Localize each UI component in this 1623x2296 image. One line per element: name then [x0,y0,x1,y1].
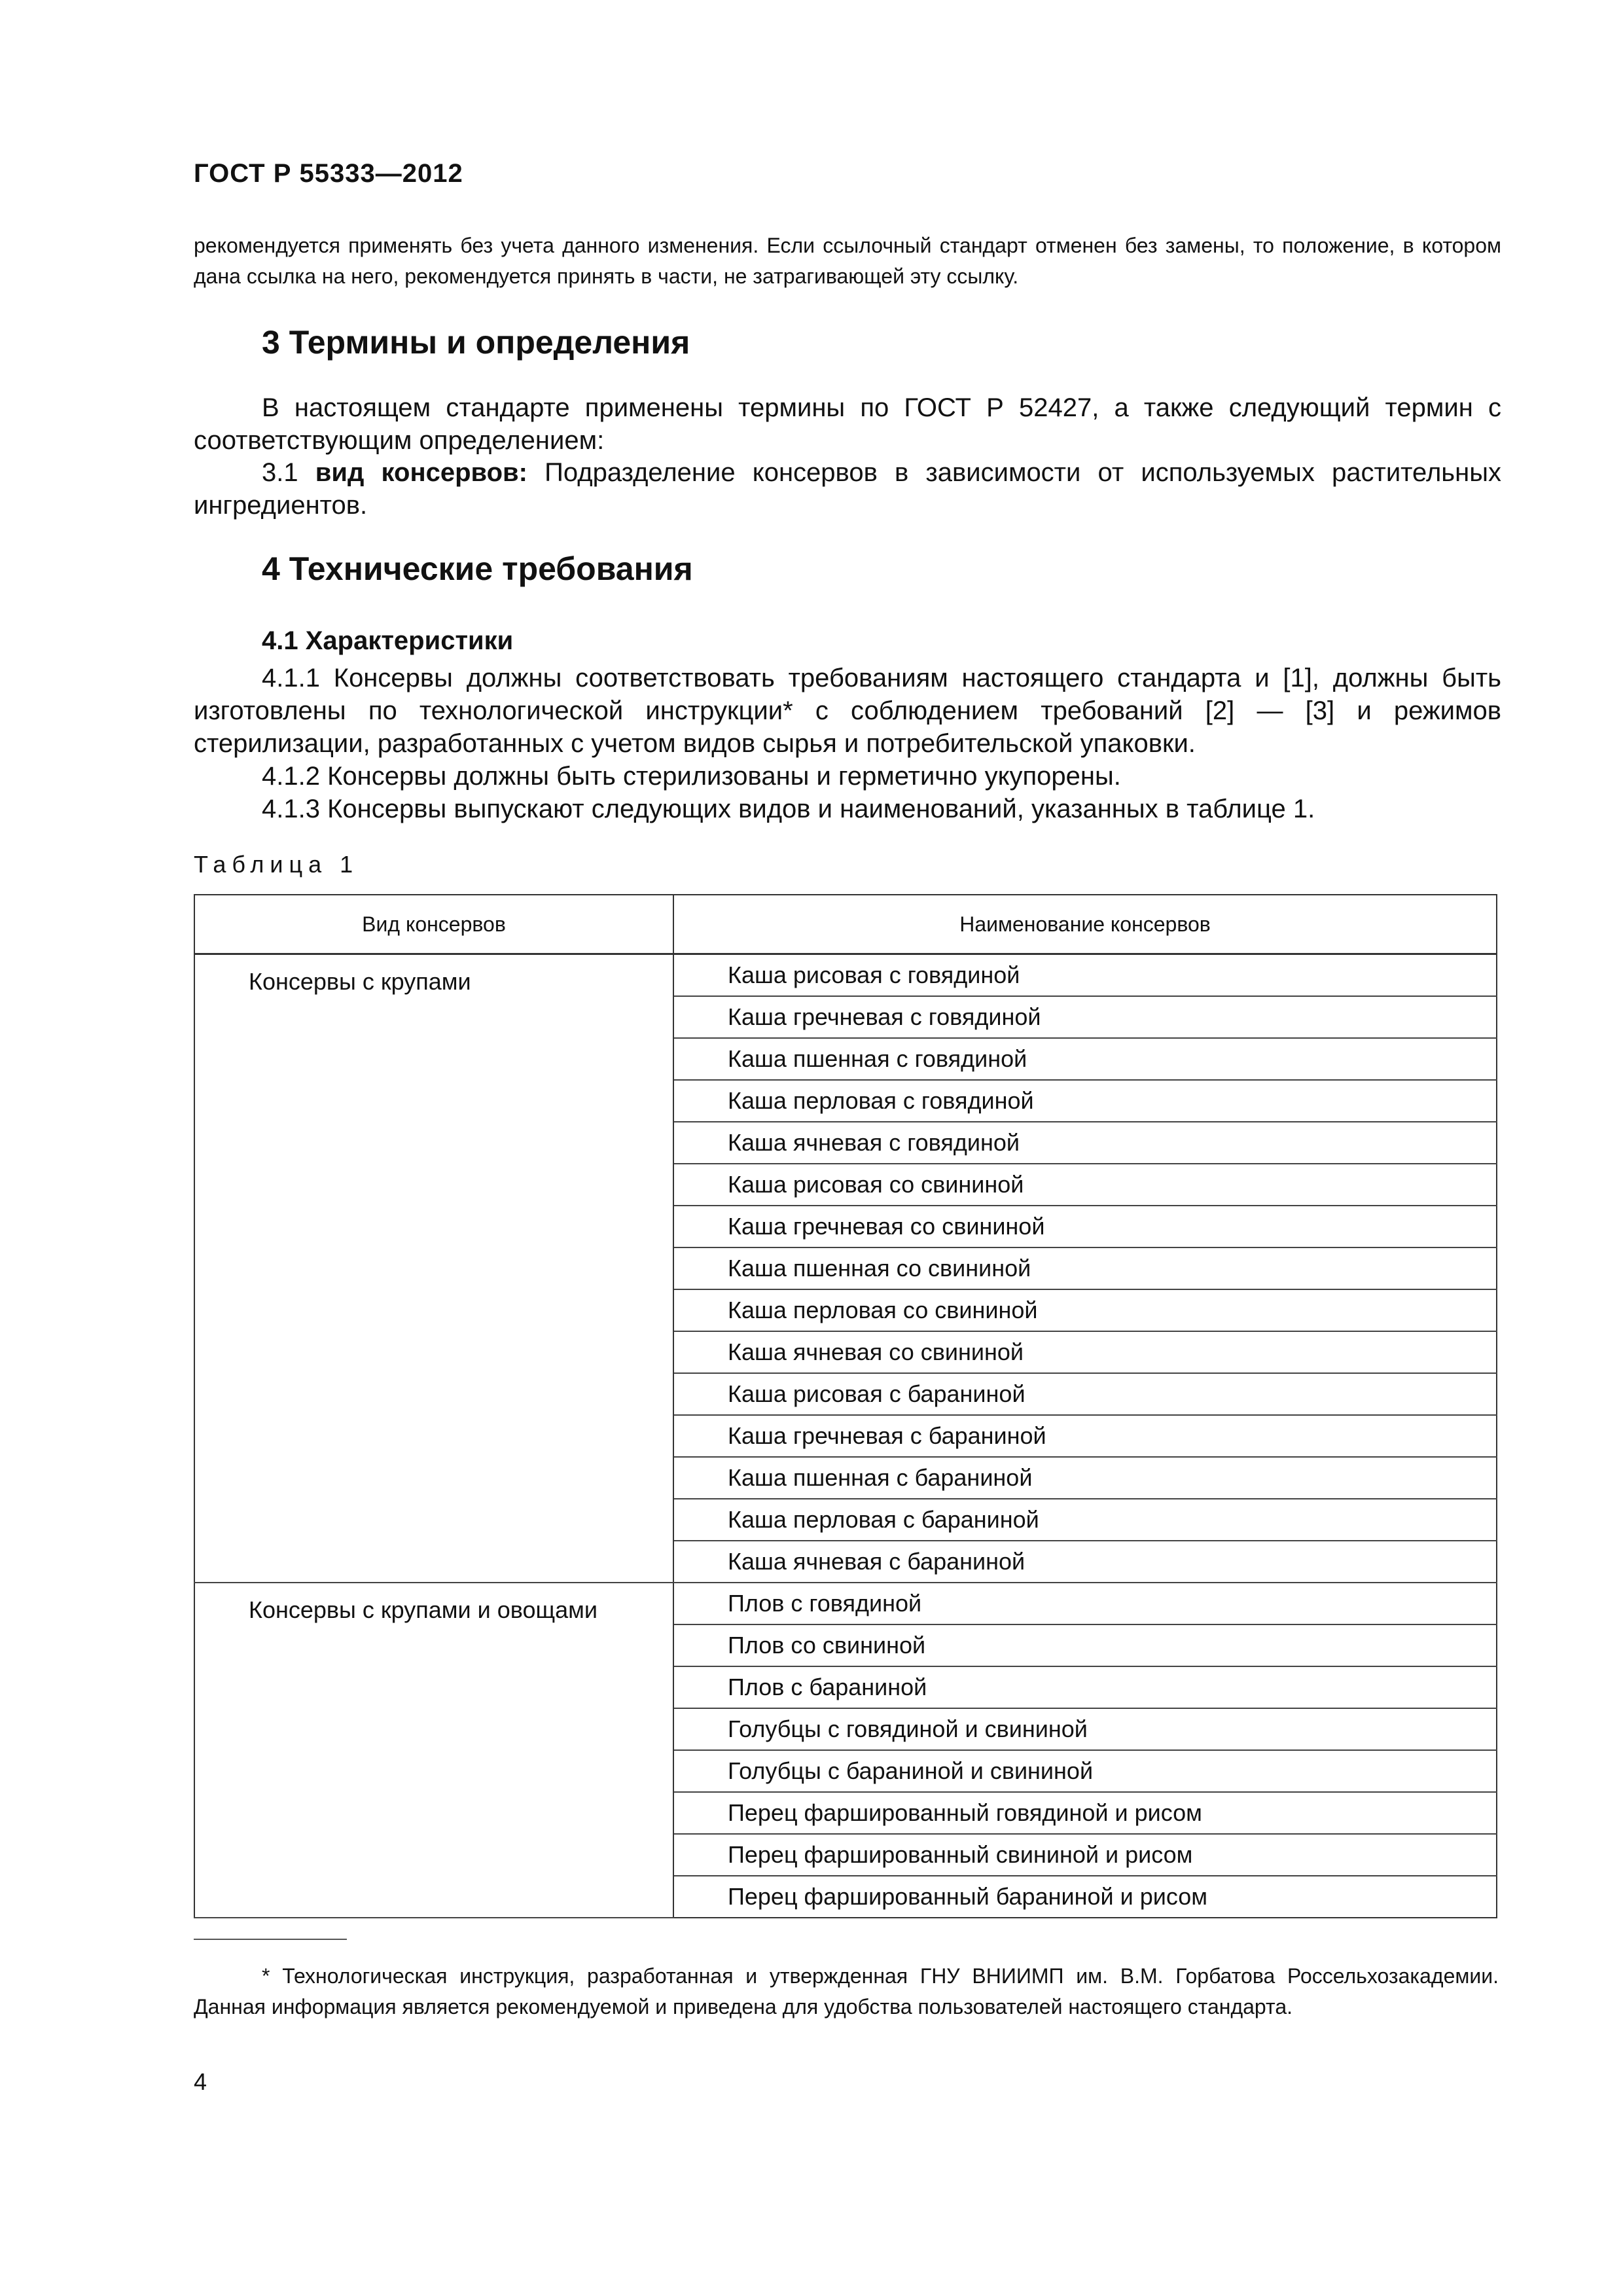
table-body [194,954,1497,1918]
table-cell-name: Перец фаршированный бараниной и рисом [673,1876,1497,1918]
table-row [194,1583,1497,1624]
table-cell-name: Плов с говядиной [673,1583,1497,1624]
table-cell-name: Каша рисовая с бараниной [673,1373,1497,1415]
table-cell-name: Голубцы с говядиной и свининой [673,1708,1497,1750]
table-cell-name: Каша пшенная с бараниной [673,1457,1497,1499]
table-row [194,954,1497,997]
term-definition: Подразделение консервов в зависимости от используемых растительных ингредиентов. [194,458,1501,520]
intro-paragraph: рекомендуется применять без учета данного изменения. Если ссылочный стандарт отменен без замены, то положение, в котором дана ссылка на него, рекомендуется принять в части, не затрагивающей эту ссылку. [194,234,1501,288]
table-cell-name: Каша рисовая со свининой [673,1164,1497,1206]
term-definition-paragraph [194,456,1501,522]
table-cell-name: Перец фаршированный свининой и рисом [673,1834,1497,1876]
table-cell-name: Каша гречневая с бараниной [673,1415,1497,1457]
table-cell-name: Каша перловая с говядиной [673,1080,1497,1122]
table-cell-kind: Консервы с крупами и овощами [194,1583,673,1918]
table-cell-name: Каша пшенная со свининой [673,1247,1497,1289]
footnote: * Технологическая инструкция, разработанная и утвержденная ГНУ ВНИИМП им. В.М. Горбатова Россельхозакадемии. Данная информация является рекомендуемой и приведена для удобства пользователей настоящего стандарта. [194,1964,1499,2018]
table-cell-name: Каша перловая со свининой [673,1289,1497,1331]
table-cell-name: Плов со свининой [673,1624,1497,1666]
table-cell-name: Плов с бараниной [673,1666,1497,1708]
term-number: 3.1 [262,458,298,487]
table-cell-name: Каша перловая с бараниной [673,1499,1497,1541]
table-cell-name: Каша ячневая с бараниной [673,1541,1497,1583]
section-3-heading: 3 Термины и определения [262,324,690,361]
paragraph-4-1-3: 4.1.3 Консервы выпускают следующих видов и наименований, указанных в таблице 1. [262,795,1315,823]
section-4-heading: 4 Технические требования [262,550,693,587]
table-caption: Таблица 1 [194,851,359,878]
table-cell-name: Перец фаршированный говядиной и рисом [673,1792,1497,1834]
table-cell-name: Каша рисовая с говядиной [673,954,1497,997]
table-cell-name: Каша ячневая с говядиной [673,1122,1497,1164]
table-cell-name: Каша гречневая с говядиной [673,996,1497,1038]
table-1 [194,894,1497,1918]
table-cell-name: Каша пшенная с говядиной [673,1038,1497,1080]
table-cell-name: Каша ячневая со свининой [673,1331,1497,1373]
subsection-4-1-heading: 4.1 Характеристики [262,626,514,655]
paragraph-4-1-2: 4.1.2 Консервы должны быть стерилизованы и герметично укупорены. [262,762,1121,791]
table-header-name: Наименование консервов [673,895,1497,954]
table-cell-name: Каша гречневая со свининой [673,1206,1497,1247]
table-cell-name: Голубцы с бараниной и свининой [673,1750,1497,1792]
table-header-row [194,895,1497,954]
page-number: 4 [194,2068,207,2095]
term-name: вид консервов: [315,458,527,487]
footnote-divider [194,1939,347,1940]
paragraph-4-1-1: 4.1.1 Консервы должны соответствовать требованиям настоящего стандарта и [1], должны быть изготовлены по технологической инструкции* с соблюдением требований [2] — [3] и режимов стерилизации, разработанных с учетом видов сырья и потребительской упаковки. [194,664,1501,758]
document-header-title: ГОСТ Р 55333—2012 [194,159,463,188]
table-cell-kind: Консервы с крупами [194,954,673,1583]
table-header-kind: Вид консервов [194,895,673,954]
section-3-paragraph: В настоящем стандарте применены термины по ГОСТ Р 52427, а также следующий термин с соответствующим определением: [194,393,1501,455]
